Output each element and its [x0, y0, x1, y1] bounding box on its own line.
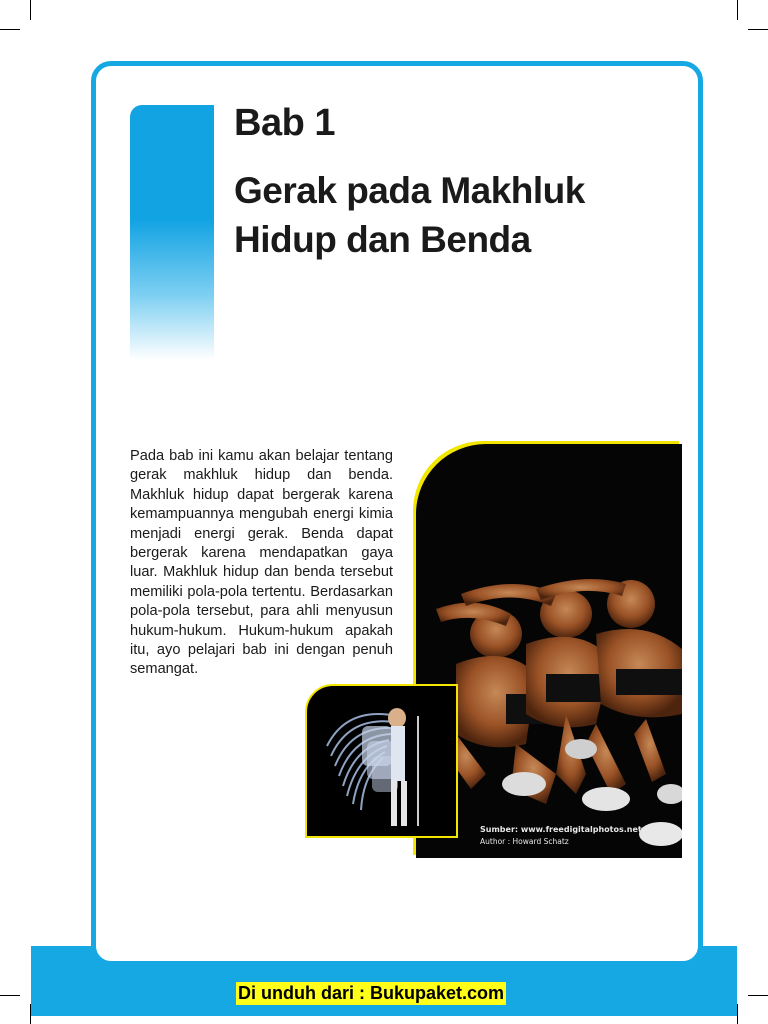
photo-source: Sumber: www.freedigitalphotos.net: [480, 825, 642, 834]
crop-mark: [737, 0, 738, 20]
chapter-title: Gerak pada Makhluk Hidup dan Benda: [234, 170, 585, 260]
intro-paragraph: Pada bab ini kamu akan belajar tentang gerak makhluk hidup dan benda. Makhluk hidup dapat bergerak karena kemampuannya mengubah energi kimia menjadi energi gerak. Benda dapat bergerak karena mendapatkan gaya luar. Makhluk hidup dan benda tersebut memiliki pola-pola tertentu. Berdasarkan pola-pola tersebut, para ahli menyusun hukum-hukum. Hukum-hukum apakah itu, ayo pelajari bab ini dengan penuh semangat.: [130, 448, 393, 678]
crop-mark: [0, 995, 20, 996]
chapter-number: Bab 1: [234, 102, 335, 144]
crop-mark: [0, 29, 20, 30]
crop-mark: [748, 29, 768, 30]
golfer-photo: [305, 684, 458, 838]
crop-mark: [30, 0, 31, 20]
crop-mark: [748, 995, 768, 996]
golf-swing-illustration: [307, 686, 456, 836]
photo-author: Author : Howard Schatz: [480, 837, 569, 846]
crop-mark: [737, 1004, 738, 1024]
chapter-accent-bar: [130, 105, 214, 360]
download-source-note[interactable]: Di unduh dari : Bukupaket.com: [238, 983, 505, 1003]
